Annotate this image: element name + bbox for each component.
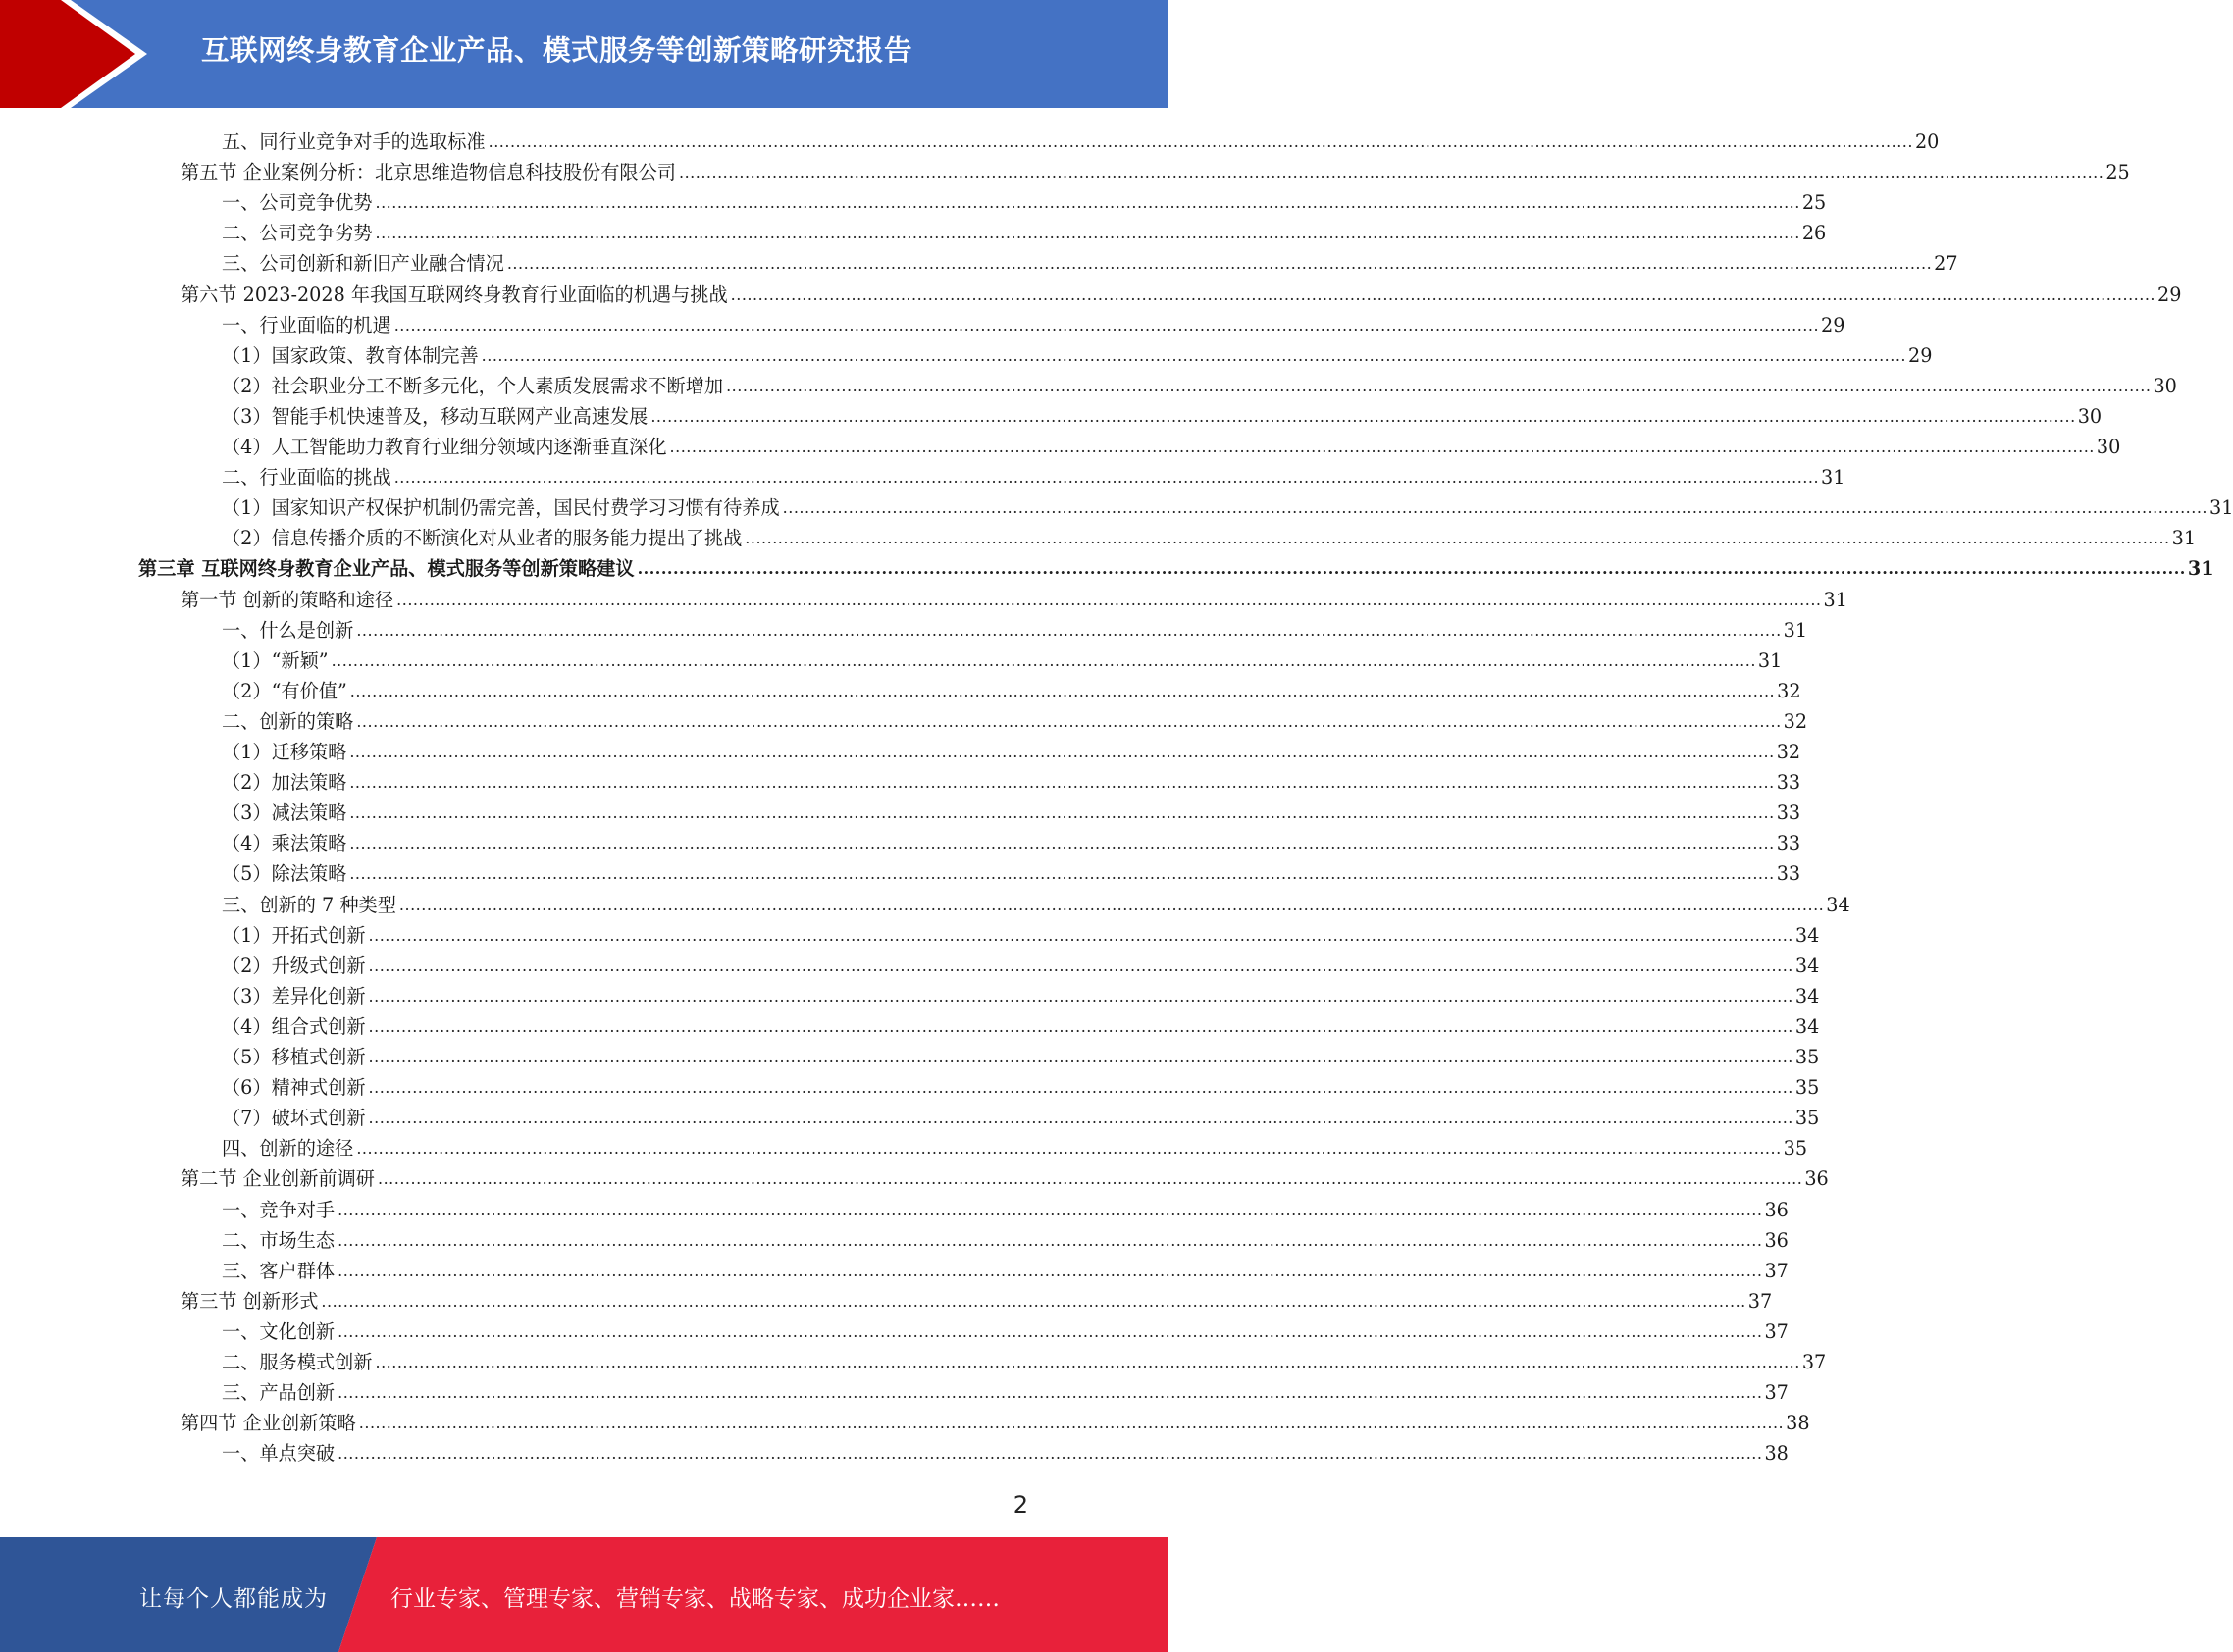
toc-entry-page: 25: [2105, 161, 2130, 184]
toc-entry-label: （1）国家政策、教育体制完善: [222, 343, 479, 367]
toc-entry-page: 36: [1764, 1198, 1789, 1221]
toc-entry-page: 34: [1826, 893, 1850, 916]
toc-dot-leader: ....................................................................................................................................................................................................................................................................: [338, 1321, 1763, 1341]
toc-entry-page: 32: [1777, 679, 1801, 702]
toc-entry-page: 30: [2096, 436, 2121, 458]
toc-dot-leader: ....................................................................................................................................................................................................................................................................: [356, 711, 1782, 731]
toc-dot-leader: ....................................................................................................................................................................................................................................................................: [368, 925, 1793, 945]
toc-entry[interactable]: [222, 1436, 1789, 1467]
toc-entry-page: 36: [1764, 1228, 1789, 1252]
toc-entry-page: 38: [1764, 1442, 1789, 1466]
toc-entry[interactable]: [222, 796, 1801, 826]
toc-entry-label: 一、文化创新: [222, 1319, 336, 1343]
toc-entry-page: 37: [1747, 1289, 1773, 1313]
toc-entry[interactable]: [222, 735, 1801, 765]
toc-entry-label: 第五节 企业案例分析：北京思维造物信息科技股份有限公司: [181, 161, 676, 184]
toc-dot-leader: ....................................................................................................................................................................................................................................................................: [349, 864, 1775, 884]
toc-entry-label: （2）“有价值”: [222, 679, 347, 702]
toc-entry-page: 34: [1794, 954, 1820, 977]
toc-dot-leader: ....................................................................................................................................................................................................................................................................: [331, 650, 1756, 670]
toc-entry[interactable]: [181, 1406, 1810, 1436]
toc-entry-label: （2）加法策略: [222, 771, 347, 795]
toc-dot-leader: ....................................................................................................................................................................................................................................................................: [650, 406, 2076, 426]
toc-entry[interactable]: [222, 338, 1933, 369]
toc-entry-label: （1）“新颖”: [222, 648, 329, 672]
toc-entry[interactable]: [222, 369, 2177, 399]
toc-dot-leader: ....................................................................................................................................................................................................................................................................: [338, 1200, 1763, 1219]
toc-entry-label: （1）开拓式创新: [222, 923, 366, 947]
toc-dot-leader: ....................................................................................................................................................................................................................................................................: [745, 529, 2170, 548]
toc-entry[interactable]: [222, 949, 1820, 979]
toc-dot-leader: ....................................................................................................................................................................................................................................................................: [637, 559, 2186, 579]
toc-dot-leader: ....................................................................................................................................................................................................................................................................: [321, 1291, 1746, 1311]
toc-entry-page: 31: [2171, 527, 2197, 550]
toc-entry[interactable]: [222, 521, 2197, 551]
footer-slogan-right: 行业专家、管理专家、营销专家、战略专家、成功企业家……: [390, 1586, 1000, 1612]
toc-entry-label: 二、服务模式创新: [222, 1351, 373, 1373]
toc-entry-page: 33: [1776, 801, 1801, 825]
toc-entry[interactable]: [222, 490, 2233, 521]
toc-entry-page: 35: [1794, 1107, 1820, 1130]
toc-entry[interactable]: [181, 278, 2182, 308]
toc-entry[interactable]: [138, 551, 2214, 582]
toc-entry-label: 四、创新的途径: [222, 1137, 354, 1161]
toc-entry-page: 31: [1823, 588, 1847, 611]
toc-entry[interactable]: [222, 888, 1850, 918]
toc-entry-label: （5）除法策略: [222, 862, 347, 886]
toc-entry[interactable]: [222, 1040, 1820, 1070]
toc-dot-leader: ....................................................................................................................................................................................................................................................................: [368, 1109, 1793, 1128]
toc-entry-page: 35: [1794, 1046, 1820, 1068]
toc-entry[interactable]: [222, 1193, 1789, 1223]
toc-dot-leader: ....................................................................................................................................................................................................................................................................: [356, 1139, 1782, 1159]
toc-entry[interactable]: [222, 1131, 1808, 1162]
toc-entry-page: 37: [1764, 1259, 1789, 1282]
toc-entry-label: （1）国家知识产权保护机制仍需完善，国民付费学习习惯有待养成: [222, 496, 780, 520]
toc-entry[interactable]: [181, 1162, 1829, 1192]
toc-entry[interactable]: [222, 1375, 1789, 1406]
toc-entry-label: 第六节 2023-2028 年我国互联网终身教育行业面临的机遇与挑战: [181, 283, 728, 306]
toc-entry-page: 34: [1794, 923, 1820, 947]
toc-entry-label: 二、市场生态: [222, 1228, 336, 1252]
toc-entry[interactable]: [222, 125, 1940, 155]
toc-dot-leader: ....................................................................................................................................................................................................................................................................: [368, 955, 1793, 975]
toc-entry-label: 二、创新的策略: [222, 709, 354, 733]
toc-entry-page: 33: [1776, 832, 1801, 855]
toc-dot-leader: ....................................................................................................................................................................................................................................................................: [488, 132, 1913, 151]
toc-entry[interactable]: [222, 399, 2103, 430]
toc-dot-leader: ....................................................................................................................................................................................................................................................................: [356, 620, 1782, 640]
toc-entry-page: 33: [1776, 862, 1801, 886]
toc-entry-page: 31: [1821, 466, 1845, 490]
toc-dot-leader: ....................................................................................................................................................................................................................................................................: [338, 1230, 1763, 1250]
toc-entry-label: 二、公司竞争劣势: [222, 222, 373, 245]
toc-entry-label: 一、竞争对手: [222, 1198, 336, 1221]
toc-entry-label: （4）乘法策略: [222, 832, 347, 855]
toc-entry-label: （2）升级式创新: [222, 954, 366, 977]
toc-entry-page: 37: [1764, 1381, 1789, 1405]
toc-entry[interactable]: [222, 1009, 1820, 1040]
toc-entry-page: 32: [1776, 741, 1801, 763]
toc-entry-label: （2）社会职业分工不断多元化，个人素质发展需求不断增加: [222, 374, 724, 397]
toc-entry-page: 25: [1801, 191, 1827, 215]
toc-dot-leader: ....................................................................................................................................................................................................................................................................: [338, 1261, 1763, 1280]
toc-dot-leader: ....................................................................................................................................................................................................................................................................: [368, 986, 1793, 1006]
toc-dot-leader: ....................................................................................................................................................................................................................................................................: [368, 1048, 1793, 1066]
toc-dot-leader: ....................................................................................................................................................................................................................................................................: [393, 315, 1820, 335]
footer-slogan-left: 让每个人都能成为: [139, 1586, 328, 1612]
toc-dot-leader: ....................................................................................................................................................................................................................................................................: [481, 345, 1906, 365]
toc-dot-leader: ....................................................................................................................................................................................................................................................................: [338, 1383, 1763, 1403]
toc-dot-leader: ....................................................................................................................................................................................................................................................................: [375, 224, 1800, 243]
toc-dot-leader: ....................................................................................................................................................................................................................................................................: [375, 1353, 1800, 1371]
toc-dot-leader: ....................................................................................................................................................................................................................................................................: [396, 590, 1822, 609]
toc-dot-leader: ....................................................................................................................................................................................................................................................................: [349, 773, 1775, 793]
toc-entry-page: 31: [1783, 618, 1808, 642]
toc-entry-label: （4）组合式创新: [222, 1014, 366, 1038]
toc-dot-leader: ....................................................................................................................................................................................................................................................................: [368, 1078, 1793, 1098]
toc-entry-page: 37: [1764, 1319, 1789, 1343]
toc-entry-label: 三、产品创新: [222, 1381, 336, 1405]
toc-dot-leader: ....................................................................................................................................................................................................................................................................: [349, 743, 1775, 761]
toc-dot-leader: ....................................................................................................................................................................................................................................................................: [730, 284, 2155, 304]
toc-dot-leader: ....................................................................................................................................................................................................................................................................: [349, 834, 1775, 853]
toc-entry-page: 35: [1783, 1137, 1808, 1161]
toc-entry[interactable]: [222, 1070, 1820, 1101]
toc-entry-label: （2）信息传播介质的不断演化对从业者的服务能力提出了挑战: [222, 527, 743, 550]
toc-dot-leader: ....................................................................................................................................................................................................................................................................: [669, 438, 2095, 456]
toc-dot-leader: ....................................................................................................................................................................................................................................................................: [349, 681, 1776, 700]
toc-entry-page: 38: [1786, 1412, 1810, 1435]
toc-dot-leader: ....................................................................................................................................................................................................................................................................: [375, 193, 1800, 213]
toc-entry-page: 20: [1914, 130, 1940, 153]
toc-entry-page: 29: [2157, 283, 2182, 306]
toc-entry-page: 30: [2153, 374, 2177, 397]
toc-entry[interactable]: [222, 979, 1820, 1009]
toc-dot-leader: ....................................................................................................................................................................................................................................................................: [782, 498, 2207, 518]
toc-entry-page: 31: [1757, 648, 1783, 672]
toc-entry[interactable]: [222, 704, 1808, 735]
toc-entry[interactable]: [222, 1254, 1789, 1284]
toc-entry-label: 第一节 创新的策略和途径: [181, 588, 394, 611]
toc-dot-leader: ....................................................................................................................................................................................................................................................................: [506, 254, 1933, 274]
toc-entry-label: 一、什么是创新: [222, 618, 354, 642]
toc-entry-page: 30: [2077, 404, 2103, 428]
toc-entry-label: （7）破坏式创新: [222, 1107, 366, 1130]
toc-entry[interactable]: [222, 460, 1845, 490]
toc-entry-page: 33: [1776, 771, 1801, 795]
toc-dot-leader: ....................................................................................................................................................................................................................................................................: [726, 376, 2152, 395]
toc-dot-leader: ....................................................................................................................................................................................................................................................................: [377, 1169, 1803, 1189]
toc-entry-label: 一、单点突破: [222, 1442, 336, 1466]
toc-entry[interactable]: [222, 826, 1801, 856]
toc-entry-label: 一、公司竞争优势: [222, 191, 373, 215]
toc-entry-page: 34: [1794, 1014, 1820, 1038]
toc-dot-leader: ....................................................................................................................................................................................................................................................................: [398, 895, 1825, 914]
toc-entry[interactable]: [222, 613, 1808, 644]
toc-entry-page: 31: [2187, 557, 2214, 581]
toc-entry[interactable]: [222, 308, 1845, 338]
toc-entry-label: （3）减法策略: [222, 801, 347, 825]
toc-entry[interactable]: [222, 185, 1827, 216]
toc-dot-leader: ....................................................................................................................................................................................................................................................................: [393, 468, 1820, 488]
toc-entry[interactable]: [222, 644, 1783, 674]
toc-entry-page: 31: [2209, 496, 2233, 520]
toc-entry[interactable]: [181, 1284, 1773, 1315]
toc-entry-page: 32: [1783, 709, 1808, 733]
toc-entry-label: 第三节 创新形式: [181, 1289, 319, 1313]
toc-entry-label: 三、创新的 7 种类型: [222, 893, 396, 916]
toc-entry[interactable]: [222, 216, 1827, 246]
toc-entry-page: 37: [1801, 1351, 1827, 1373]
toc-entry-label: （5）移植式创新: [222, 1046, 366, 1068]
toc-entry-label: 第二节 企业创新前调研: [181, 1167, 375, 1191]
footer-band: [0, 1537, 1168, 1652]
toc-entry-page: 26: [1801, 222, 1827, 245]
toc-entry-page: 36: [1804, 1167, 1829, 1191]
toc-entry[interactable]: [181, 155, 2130, 185]
toc-entry-label: （3）智能手机快速普及，移动互联网产业高速发展: [222, 404, 649, 428]
toc-entry-label: 一、行业面临的机遇: [222, 313, 391, 336]
toc-entry[interactable]: [222, 1101, 1820, 1131]
toc-dot-leader: ....................................................................................................................................................................................................................................................................: [349, 803, 1775, 823]
toc-dot-leader: ....................................................................................................................................................................................................................................................................: [338, 1444, 1763, 1464]
toc-entry-page: 29: [1821, 313, 1845, 336]
header-band: [0, 0, 1168, 108]
toc-entry-page: 35: [1794, 1076, 1820, 1100]
toc-entry-label: 三、公司创新和新旧产业融合情况: [222, 252, 504, 276]
toc-entry[interactable]: [222, 856, 1801, 887]
toc-dot-leader: ....................................................................................................................................................................................................................................................................: [678, 163, 2104, 182]
toc-entry-page: 29: [1908, 343, 1933, 367]
toc-entry-label: （3）差异化创新: [222, 984, 366, 1007]
toc-entry[interactable]: [222, 1345, 1827, 1375]
toc-entry-page: 27: [1934, 252, 1958, 276]
toc-entry[interactable]: [181, 583, 1847, 613]
toc-entry-label: （6）精神式创新: [222, 1076, 366, 1100]
toc-entry-label: （4）人工智能助力教育行业细分领域内逐渐垂直深化: [222, 436, 667, 458]
toc-dot-leader: ....................................................................................................................................................................................................................................................................: [368, 1016, 1793, 1036]
toc-entry-label: 三、客户群体: [222, 1259, 336, 1282]
report-title: 互联网终身教育企业产品、模式服务等创新策略研究报告: [201, 34, 913, 67]
toc-entry-label: 第四节 企业创新策略: [181, 1412, 356, 1435]
toc-entry-label: （1）迁移策略: [222, 741, 347, 763]
page-number: 2: [1013, 1491, 1028, 1519]
toc-entry[interactable]: [222, 1315, 1789, 1345]
toc-entry[interactable]: [222, 1223, 1789, 1254]
toc-entry-label: 第三章 互联网终身教育企业产品、模式服务等创新策略建议: [138, 557, 635, 581]
toc-entry[interactable]: [222, 246, 1958, 277]
toc-entry[interactable]: [222, 674, 1801, 704]
toc-entry-page: 34: [1794, 984, 1820, 1007]
toc-dot-leader: ....................................................................................................................................................................................................................................................................: [358, 1414, 1785, 1433]
toc-entry[interactable]: [222, 765, 1801, 796]
toc-entry[interactable]: [222, 430, 2121, 460]
toc-entry[interactable]: [222, 918, 1820, 949]
toc-entry-label: 五、同行业竞争对手的选取标准: [222, 130, 486, 153]
toc-entry-label: 二、行业面临的挑战: [222, 466, 391, 490]
